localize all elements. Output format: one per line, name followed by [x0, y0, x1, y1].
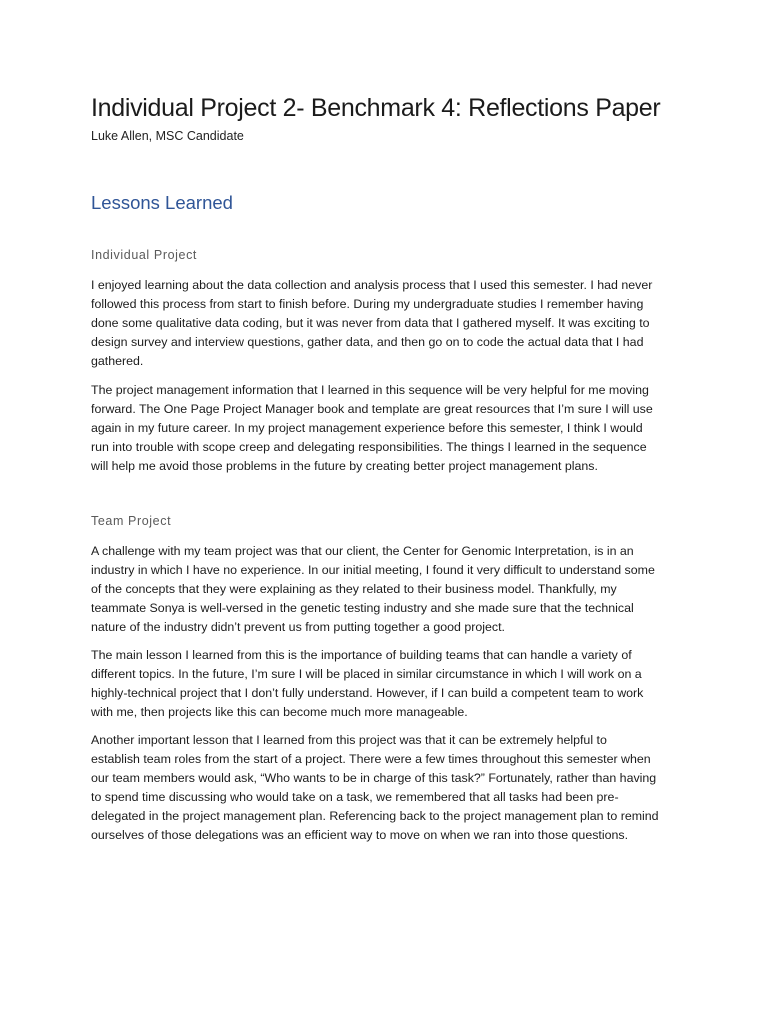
paragraph — [91, 542, 681, 637]
text-line: A challenge with my team project was that our client, the Center for Genomic Interpretation, is in an — [91, 544, 634, 558]
text-line: nature of the industry didn’t prevent us from putting together a good project. — [91, 620, 505, 634]
text-line: The main lesson I learned from this is the importance of building teams that can handle a variety of — [91, 648, 632, 662]
paragraph — [91, 646, 681, 722]
section-heading-lessons-learned: Lessons Learned — [91, 192, 233, 213]
text-line: with me, then projects like this can become much more manageable. — [91, 705, 468, 719]
team-project-body — [91, 542, 681, 637]
text-line: forward. The One Page Project Manager book and template are great resources that I’m sure I will use — [91, 402, 653, 416]
text-line: I enjoyed learning about the data collection and analysis process that I used this semester. I had never — [91, 278, 653, 292]
text-line: done some qualitative data coding, but it was never from data that I gathered myself. It was exciting to — [91, 316, 650, 330]
text-line: followed this process from start to finish before. During my undergraduate studies I remember having — [91, 297, 644, 311]
team-project-body-3 — [91, 731, 681, 845]
team-project-body-2 — [91, 646, 681, 722]
text-line: of the concepts that they were explaining as they related to their business model. Thankfully, my — [91, 582, 617, 596]
text-line: establish team roles from the start of a project. There were a few times throughout this semester when — [91, 752, 651, 766]
text-line: design survey and interview questions, gather data, and then go on to code the actual data that I had — [91, 335, 644, 349]
text-line: run into trouble with scope creep and delegating responsibilities. The things I learned in the sequence — [91, 440, 647, 454]
text-line: highly-technical project that I don’t fully understand. However, if I can build a competent team to work — [91, 686, 644, 700]
document-author: Luke Allen, MSC Candidate — [91, 129, 244, 143]
document-title: Individual Project 2- Benchmark 4: Reflections Paper — [91, 94, 661, 122]
individual-project-body-2 — [91, 381, 681, 476]
individual-project-body — [91, 276, 681, 371]
text-line: different topics. In the future, I’m sure I will be placed in similar circumstance in which I will work on a — [91, 667, 642, 681]
text-line: ourselves of those delegations was an efficient way to move on when we ran into those questions. — [91, 828, 629, 842]
text-line: industry in which I have no experience. In our initial meeting, I found it very difficult to understand some — [91, 563, 655, 577]
paragraph — [91, 276, 681, 371]
subsection-heading-individual-project: Individual Project — [91, 248, 197, 262]
text-line: Another important lesson that I learned from this project was that it can be extremely helpful to — [91, 733, 607, 747]
text-line: again in my future career. In my project management experience before this semester, I think I would — [91, 421, 643, 435]
paragraph — [91, 731, 681, 845]
text-line: will help me avoid those problems in the future by creating better project management plans. — [91, 459, 598, 473]
text-line: delegated in the project management plan. Referencing back to the project management plan to remind — [91, 809, 659, 823]
text-line: our team members would ask, “Who wants to be in charge of this task?” Fortunately, rather than having — [91, 771, 657, 785]
text-line: to spend time discussing who would take on a task, we remembered that all tasks had been pre- — [91, 790, 619, 804]
text-line: The project management information that I learned in this sequence will be very helpful for me moving — [91, 383, 649, 397]
text-line: gathered. — [91, 354, 144, 368]
text-line: teammate Sonya is well-versed in the genetic testing industry and she made sure that the technical — [91, 601, 634, 615]
subsection-heading-team-project: Team Project — [91, 514, 172, 528]
paragraph — [91, 381, 681, 476]
